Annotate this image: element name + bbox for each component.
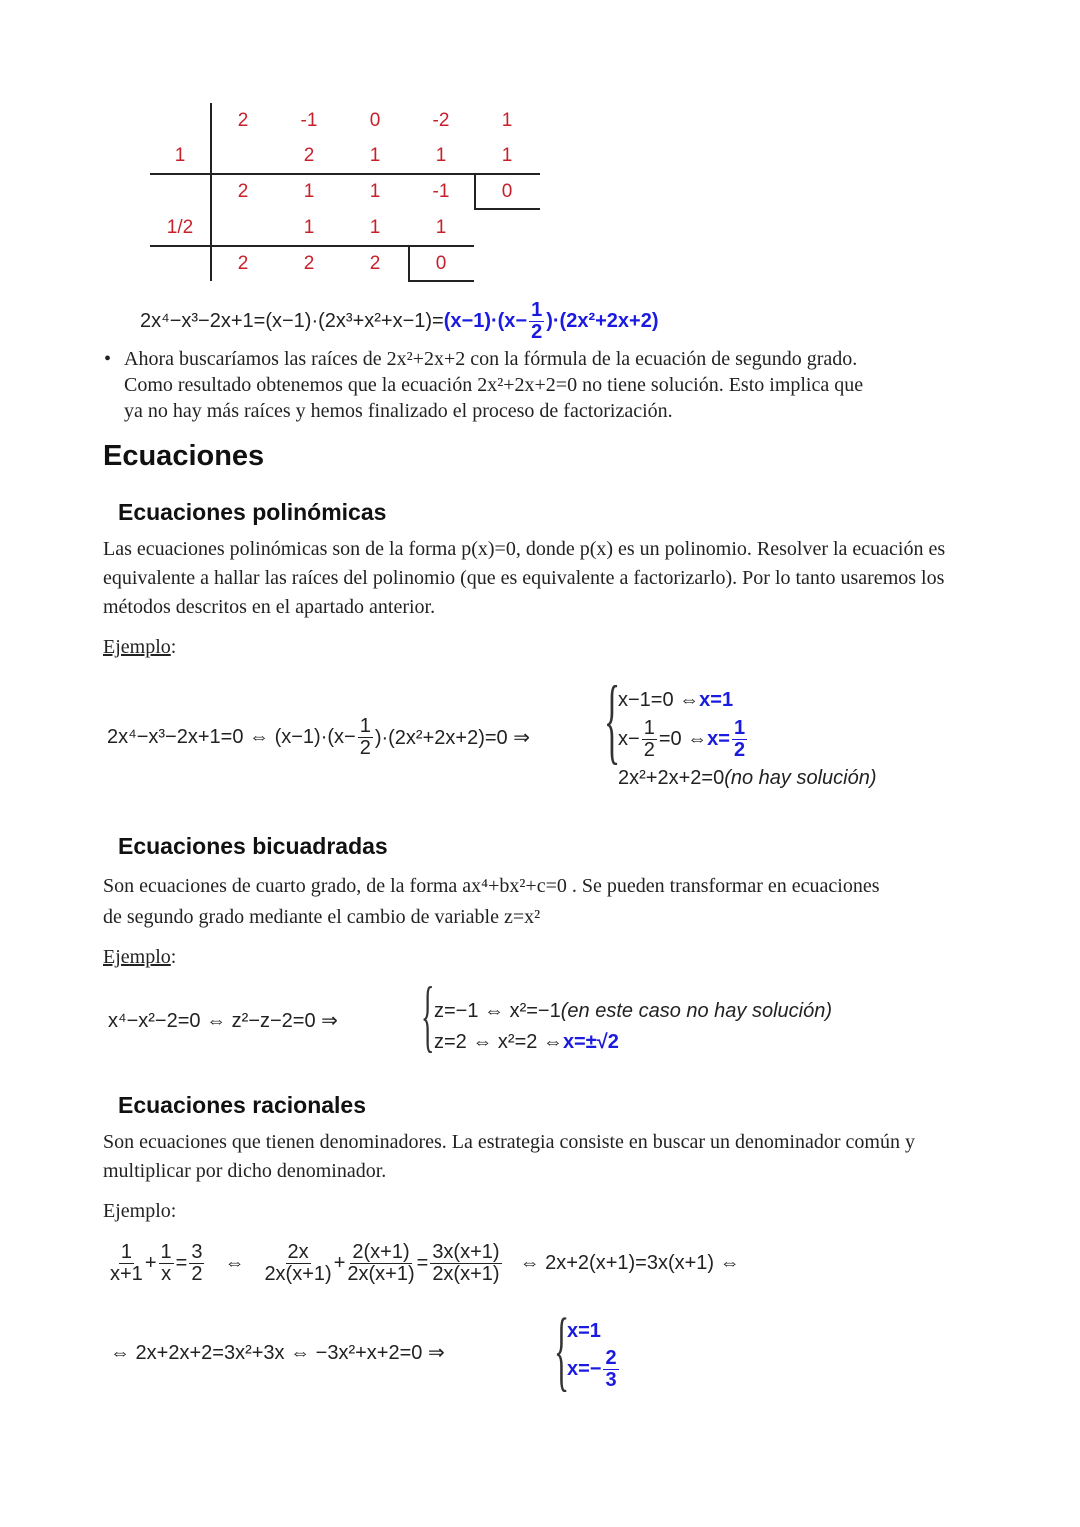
cell: 1: [369, 145, 381, 166]
cell: 1: [369, 181, 381, 202]
denominator: x: [161, 1263, 172, 1285]
cell: 0: [369, 110, 381, 131]
denominator: 2: [733, 738, 746, 761]
brace-icon: {: [421, 972, 435, 1060]
remainder-box: [474, 208, 540, 210]
text-line: ya no hay más raíces y hemos finalizado el proceso de factorización.: [124, 400, 673, 422]
denominator: 2x(x+1): [347, 1263, 415, 1285]
fraction: [347, 1242, 414, 1285]
operator: ⇔: [224, 1252, 245, 1274]
numerator: 1: [160, 1241, 172, 1263]
bullet-icon: •: [104, 348, 112, 370]
case: [618, 686, 877, 714]
case-text: x−1=0 ⇔: [618, 688, 700, 711]
result-part: )·(2x²+2x+2): [546, 309, 659, 332]
operator: +: [333, 1252, 346, 1274]
equation-part: x⁴−x²−2=0 ⇔ z²−z−2=0 ⇒: [108, 1010, 338, 1032]
equation-part: ⇔ 2x+2(x+1)=3x(x+1) ⇔: [519, 1252, 740, 1274]
polynomial-equation: [107, 716, 530, 759]
numerator: 2(x+1): [352, 1241, 410, 1263]
equation-result: [444, 300, 659, 343]
example-text: Ejemplo: [103, 636, 171, 658]
case: [618, 714, 877, 764]
root-label: 1/2: [166, 217, 194, 238]
subsection-title: Ecuaciones polinómicas: [118, 499, 387, 525]
operator: =: [416, 1252, 429, 1274]
operator: =: [175, 1252, 188, 1274]
case: [567, 1346, 621, 1392]
cell: -1: [432, 181, 450, 202]
text-line: Como resultado obtenemos que la ecuación 2x²+2x+2=0 no tiene solución. Esto implica que: [124, 374, 864, 396]
denominator: 2: [643, 738, 655, 761]
subsection-title: Ecuaciones racionales: [118, 1092, 367, 1118]
cell: 1: [501, 145, 513, 166]
fraction: [110, 1242, 143, 1285]
numerator: 1: [120, 1241, 132, 1263]
colon: :: [170, 636, 177, 658]
denominator: 2: [191, 1263, 203, 1285]
root-label: 1: [174, 145, 186, 166]
cell: 1: [369, 217, 381, 238]
cell: 2: [237, 110, 249, 131]
cell: -1: [300, 110, 318, 131]
fraction: [642, 718, 657, 761]
subsection-title: Ecuaciones bicuadradas: [118, 833, 388, 859]
fraction: [264, 1242, 331, 1285]
case-list: [618, 686, 877, 792]
bullet-paragraph: [104, 345, 984, 426]
text-line: Son ecuaciones de cuarto grado, de la forma ax⁴+bx²+c=0 . Se pueden transformar en ecuaciones: [103, 875, 880, 897]
remainder-box: [408, 280, 474, 282]
case: [434, 1028, 832, 1056]
case-solution: x=−: [567, 1357, 602, 1380]
cell: 0: [501, 181, 513, 202]
equation-part: ⇔ 2x+2x+2=3x²+3x ⇔ −3x²+x+2=0 ⇒: [110, 1342, 445, 1364]
numerator: 1: [531, 299, 543, 321]
factorization-equation: [140, 300, 659, 343]
case-solution: x=±√2: [562, 1030, 619, 1053]
case-text: x−: [618, 727, 640, 750]
cell: 1: [435, 145, 447, 166]
case-text: 2x²+2x+2=0: [618, 766, 725, 789]
equation-part: )·(2x²+2x+2)=0 ⇒: [374, 727, 530, 749]
case-solution: x=1: [699, 688, 734, 711]
rational-equation-step: [110, 1340, 445, 1365]
numerator: 2x: [287, 1241, 309, 1263]
case-note: (no hay solución): [724, 766, 877, 789]
case-text: =0 ⇔: [658, 727, 708, 750]
cell: 2: [369, 253, 381, 274]
fraction: [159, 1242, 174, 1285]
cell: 1: [303, 181, 315, 202]
numerator: 1: [359, 715, 371, 737]
cell: 1: [303, 217, 315, 238]
cell: 0: [435, 253, 447, 274]
denominator: x+1: [110, 1263, 143, 1285]
denominator: 2x(x+1): [432, 1263, 500, 1285]
example-label: [103, 946, 176, 969]
case: [618, 764, 877, 792]
paragraph: Las ecuaciones polinómicas son de la forma p(x)=0, donde p(x) es un polinomio. Resolver la ecuación es equivalente a hallar las raíces del polinomio (que es equivalente a factorizarlo). Por lo tanto usaremos los métodos descritos en el apartado anterior.: [103, 538, 946, 618]
fraction: [430, 1242, 501, 1285]
fraction: [603, 1348, 618, 1391]
cell: 2: [303, 253, 315, 274]
numerator: 1: [733, 716, 746, 739]
cell: -2: [432, 110, 450, 131]
case-list: [567, 1316, 621, 1392]
fraction: [732, 718, 747, 761]
result-part: (x−1)·(x−: [443, 309, 528, 332]
example-text: Ejemplo: [103, 946, 171, 968]
cell: 1: [435, 217, 447, 238]
numerator: 3: [191, 1241, 203, 1263]
example-label: [103, 636, 176, 659]
table-divider: [150, 173, 540, 175]
denominator: 2: [531, 321, 543, 343]
table-vertical-line: [210, 103, 212, 281]
case-text: z=−1 ⇔ x²=−1: [434, 999, 561, 1022]
table-divider: [150, 245, 474, 247]
denominator: 2: [359, 737, 371, 759]
brace-icon: {: [554, 1301, 570, 1400]
numerator: 3x(x+1): [432, 1241, 500, 1263]
example-label: Ejemplo:: [103, 1200, 177, 1222]
fraction: [529, 300, 544, 343]
cell: 2: [237, 253, 249, 274]
equation-part: 2x⁴−x³−2x+1=0 ⇔ (x−1)·(x−: [107, 726, 356, 748]
cell: 1: [501, 110, 513, 131]
numerator: 2: [605, 1346, 617, 1369]
case-text: z=2 ⇔ x²=2 ⇔: [434, 1030, 563, 1053]
fraction: [189, 1242, 204, 1285]
cell: 2: [303, 145, 315, 166]
text-line: de segundo grado mediante el cambio de variable z=x²: [103, 906, 541, 928]
case-note: (en este caso no hay solución): [560, 999, 833, 1022]
paragraph: Son ecuaciones que tienen denominadores. La estrategia consiste en buscar un denominador común y multiplicar por dicho denominador.: [103, 1131, 915, 1182]
case-list: [434, 994, 832, 1056]
paragraph: [103, 872, 983, 932]
brace-icon: {: [604, 666, 621, 773]
operator: +: [144, 1252, 157, 1274]
text-line: Ahora buscaríamos las raíces de 2x²+2x+2 con la fórmula de la ecuación de segundo grado.: [124, 348, 858, 370]
case: [434, 994, 832, 1028]
denominator: 3: [605, 1368, 617, 1391]
remainder-box: [408, 246, 410, 281]
numerator: 1: [643, 716, 655, 739]
remainder-box: [474, 174, 476, 209]
section-title: Ecuaciones: [103, 440, 265, 472]
case-solution: x=: [707, 727, 730, 750]
cell: 2: [237, 181, 249, 202]
rational-equation: [108, 1242, 740, 1285]
equation-lhs: 2x⁴−x³−2x+1=(x−1)·(2x³+x²+x−1)=: [140, 310, 444, 332]
denominator: 2x(x+1): [264, 1263, 332, 1285]
fraction: [358, 716, 373, 759]
case: x=1: [567, 1319, 601, 1342]
colon: :: [170, 946, 177, 968]
biquadratic-equation: [108, 1008, 338, 1033]
